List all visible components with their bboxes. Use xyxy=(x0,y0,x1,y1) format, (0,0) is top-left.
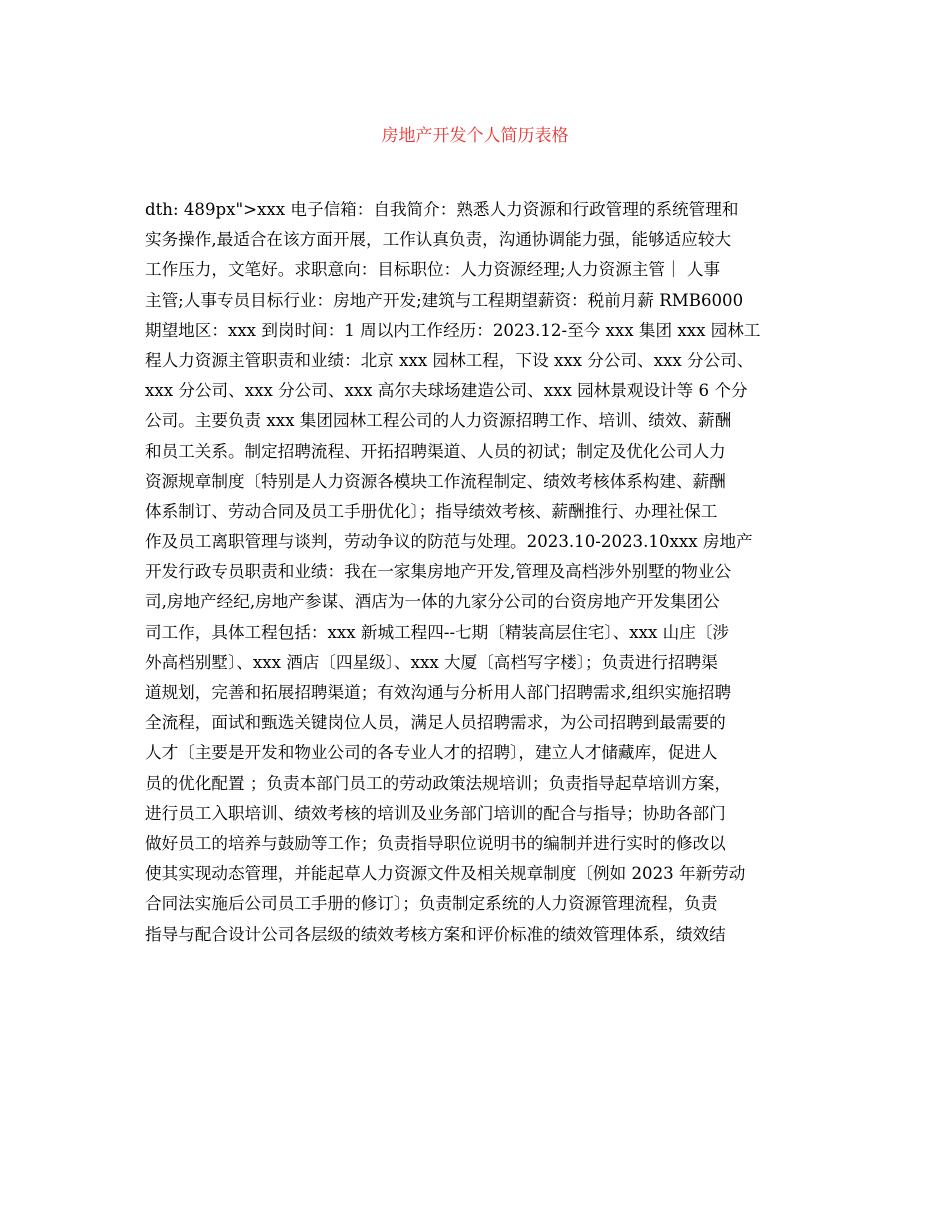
body-line: 外高档别墅〕、xxx 酒店〔四星级〕、xxx 大厦〔高档写字楼〕；负责进行招聘渠 xyxy=(145,652,718,672)
body-line: 开发行政专员职责和业绩：我在一家集房地产开发,管理及高档涉外别墅的物业公 xyxy=(145,562,732,582)
body-line: 作及员工离职管理与谈判，劳动争议的防范与处理。2023.10-2023.10xxx 房地产 xyxy=(145,532,753,552)
body-line: 工作压力，文笔好。求职意向：目标职位：人力资源经理;人力资源主管｜ 人事 xyxy=(145,260,721,280)
body-line: 指导与配合设计公司各层级的绩效考核方案和评价标准的绩效管理体系，绩效结 xyxy=(145,924,726,944)
body-line: 体系制订、劳动合同及员工手册优化〕；指导绩效考核、薪酬推行、办理社保工 xyxy=(145,501,718,521)
body-line: 期望地区：xxx 到岗时间：1 周以内工作经历：2023.12-至今 xxx 集团 xxx 园林工 xyxy=(145,320,761,340)
body-line: dth: 489px">xxx 电子信箱：自我简介：熟悉人力资源和行政管理的系统管理和 xyxy=(145,200,739,219)
body-line: 主管;人事专员目标行业：房地产开发;建筑与工程期望薪资：税前月薪 RMB6000 xyxy=(145,290,744,310)
body-line: 公司。主要负责 xxx 集团园林工程公司的人力资源招聘工作、培训、绩效、薪酬 xyxy=(145,411,732,431)
body-line: 使其实现动态管理，并能起草人力资源文件及相关规章制度〔例如 2023 年新劳动 xyxy=(145,864,746,884)
body-line: 全流程，面试和甄选关键岗位人员，满足人员招聘需求，为公司招聘到最需要的 xyxy=(145,713,726,733)
document-title: 房地产开发个人简历表格 xyxy=(381,126,569,146)
body-line: 资源规章制度〔特别是人力资源各模块工作流程制定、绩效考核体系构建、薪酬 xyxy=(145,471,726,491)
body-line: 司,房地产经纪,房地产参谋、酒店为一体的九家分公司的台资房地产开发集团公 xyxy=(145,592,720,612)
body-line: 司工作，具体工程包括：xxx 新城工程四--七期〔精装高层住宅〕、xxx 山庄〔涉 xyxy=(145,622,730,642)
body-line: 合同法实施后公司员工手册的修订〕；负责制定系统的人力资源管理流程，负责 xyxy=(145,894,718,914)
body-line: 员的优化配置 ；负责本部门员工的劳动政策法规培训；负责指导起草培训方案， xyxy=(145,773,732,793)
body-line: xxx 分公司、xxx 分公司、xxx 高尔夫球场建造公司、xxx 园林景观设计等 6 个分 xyxy=(145,381,748,401)
body-line: 实务操作,最适合在该方面开展，工作认真负责，沟通协调能力强，能够适应较大 xyxy=(145,230,732,250)
body-line: 道规划，完善和拓展招聘渠道；有效沟通与分析用人部门招聘需求,组织实施招聘 xyxy=(145,683,732,702)
body-line: 做好员工的培养与鼓励等工作；负责指导职位说明书的编制并进行实时的修改以 xyxy=(145,833,726,853)
document-body xyxy=(145,195,810,950)
body-line: 程人力资源主管职责和业绩：北京 xxx 园林工程，下设 xxx 分公司、xxx 分公司、 xyxy=(145,350,754,370)
body-line: 和员工关系。制定招聘流程、开拓招聘渠道、人员的初试；制定及优化公司人力 xyxy=(145,441,726,461)
body-line: 进行员工入职培训、绩效考核的培训及业务部门培训的配合与指导；协助各部门 xyxy=(145,803,726,823)
body-line: 人才〔主要是开发和物业公司的各专业人才的招聘〕，建立人才储藏库，促进人 xyxy=(145,743,718,763)
